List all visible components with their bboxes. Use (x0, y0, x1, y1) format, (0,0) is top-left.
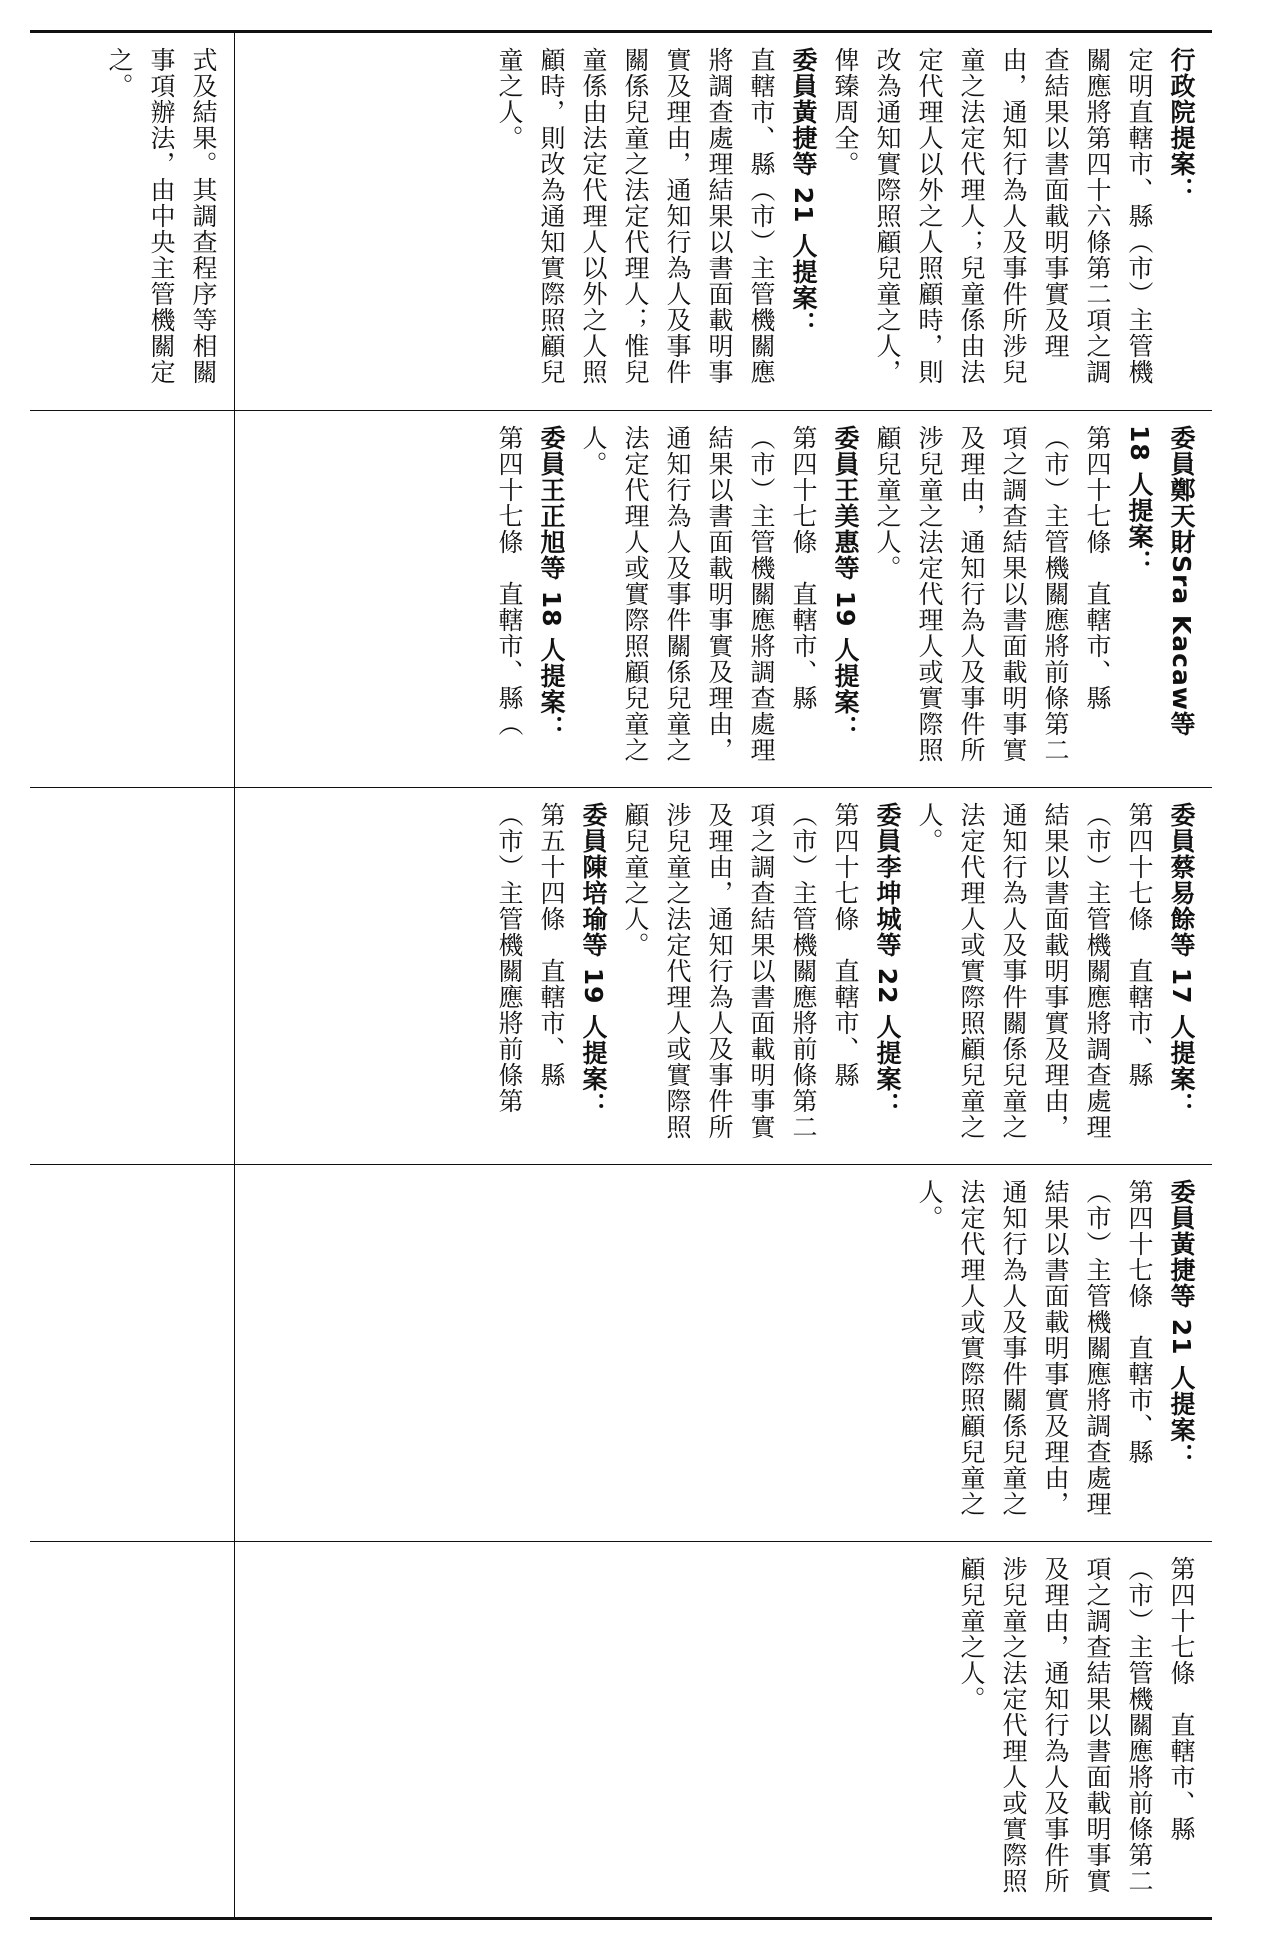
paragraph: 第四十七條 直轄市、縣（市）主管機關應將調查處理結果以書面載明事實及理由，通知行為人及事件關係兒童之法定代理人或實際照顧兒童之人。 (915, 802, 1154, 1140)
paragraph: 第四十七條 直轄市、縣（市）主管機關應將前條第二項之調查結果以書面載明事實及理由，通知行為人及事件所涉兒童之法定代理人或實際照顧兒童之人。 (873, 425, 1112, 763)
right-cell-text (245, 1179, 1202, 1527)
right-cell (235, 788, 1212, 1164)
paragraph: 第四十七條 直轄市、縣（市）主管機關應將調查處理結果以書面載明事實及理由，通知行為人及事件關係兒童之法定代理人或實際照顧兒童之人。 (915, 1179, 1154, 1517)
left-cell (30, 788, 234, 1164)
paragraph: 第四十七條 直轄市、縣（ (495, 425, 524, 737)
left-cell (30, 33, 234, 410)
paragraph: 第四十七條 直轄市、縣（市）主管機關應將前條第二項之調查結果以書面載明事實及理由，通知行為人及事件所涉兒童之法定代理人或實際照顧兒童之人。 (621, 802, 860, 1140)
paragraph: 第五十四條 直轄市、縣（市）主管機關應將前條第 (495, 802, 566, 1114)
paragraph: 委員李坤城等 22 人提案： (873, 802, 902, 1119)
paragraph: 行政院提案： (1167, 47, 1196, 203)
paragraph: 委員鄭天財Sra Kacaw等 18 人提案： (1125, 425, 1196, 737)
right-cell (235, 411, 1212, 787)
paragraph: 第四十七條 直轄市、縣（市）主管機關應將調查處理結果以書面載明事實及理由，通知行為人及事件關係兒童之法定代理人或實際照顧兒童之人。 (579, 425, 818, 763)
paragraph: 委員蔡易餘等 17 人提案： (1167, 802, 1196, 1119)
left-cell-text (40, 47, 224, 396)
table-row (30, 33, 1212, 410)
right-cell-text (245, 47, 1202, 396)
table-row (30, 788, 1212, 1164)
table-row (30, 1542, 1212, 1917)
paragraph: 委員王正旭等 18 人提案： (537, 425, 566, 742)
paragraph: 委員黃捷等 21 人提案： (1167, 1179, 1196, 1470)
right-cell-text (245, 1556, 1202, 1903)
paragraph: 式及結果。其調查程序等相關事項辦法，由中央主管機關定之。 (105, 47, 218, 385)
table-row (30, 1165, 1212, 1541)
left-cell (30, 411, 234, 787)
paragraph: 委員黃捷等 21 人提案： (789, 47, 818, 338)
right-cell (235, 33, 1212, 410)
paragraph: 委員陳培瑜等 19 人提案： (579, 802, 608, 1119)
left-cell (30, 1542, 234, 1917)
table-row (30, 411, 1212, 787)
paragraph: 直轄市、縣（市）主管機關應將調查處理結果以書面載明事實及理由，通知行為人及事件關係兒童之法定代理人；惟兒童係由法定代理人以外之人照顧時，則改為通知實際照顧兒童之人。 (495, 47, 776, 385)
paragraph: 定明直轄市、縣（市）主管機關應將第四十六條第二項之調查結果以書面載明事實及理由，通知行為人及事件所涉兒童之法定代理人；兒童係由法定代理人以外之人照顧時，則改為通知實際照顧兒童之人，俾臻周全。 (831, 47, 1154, 385)
right-cell (235, 1165, 1212, 1541)
left-cell (30, 1165, 234, 1541)
paragraph: 第四十七條 直轄市、縣（市）主管機關應將前條第二項之調查結果以書面載明事實及理由，通知行為人及事件所涉兒童之法定代理人或實際照顧兒童之人。 (957, 1556, 1196, 1894)
comparison-table (30, 30, 1212, 1920)
right-cell-text (245, 425, 1202, 773)
paragraph: 委員王美惠等 19 人提案： (831, 425, 860, 742)
table-bottom-border (30, 1917, 1212, 1920)
right-cell-text (245, 802, 1202, 1150)
right-cell (235, 1542, 1212, 1917)
